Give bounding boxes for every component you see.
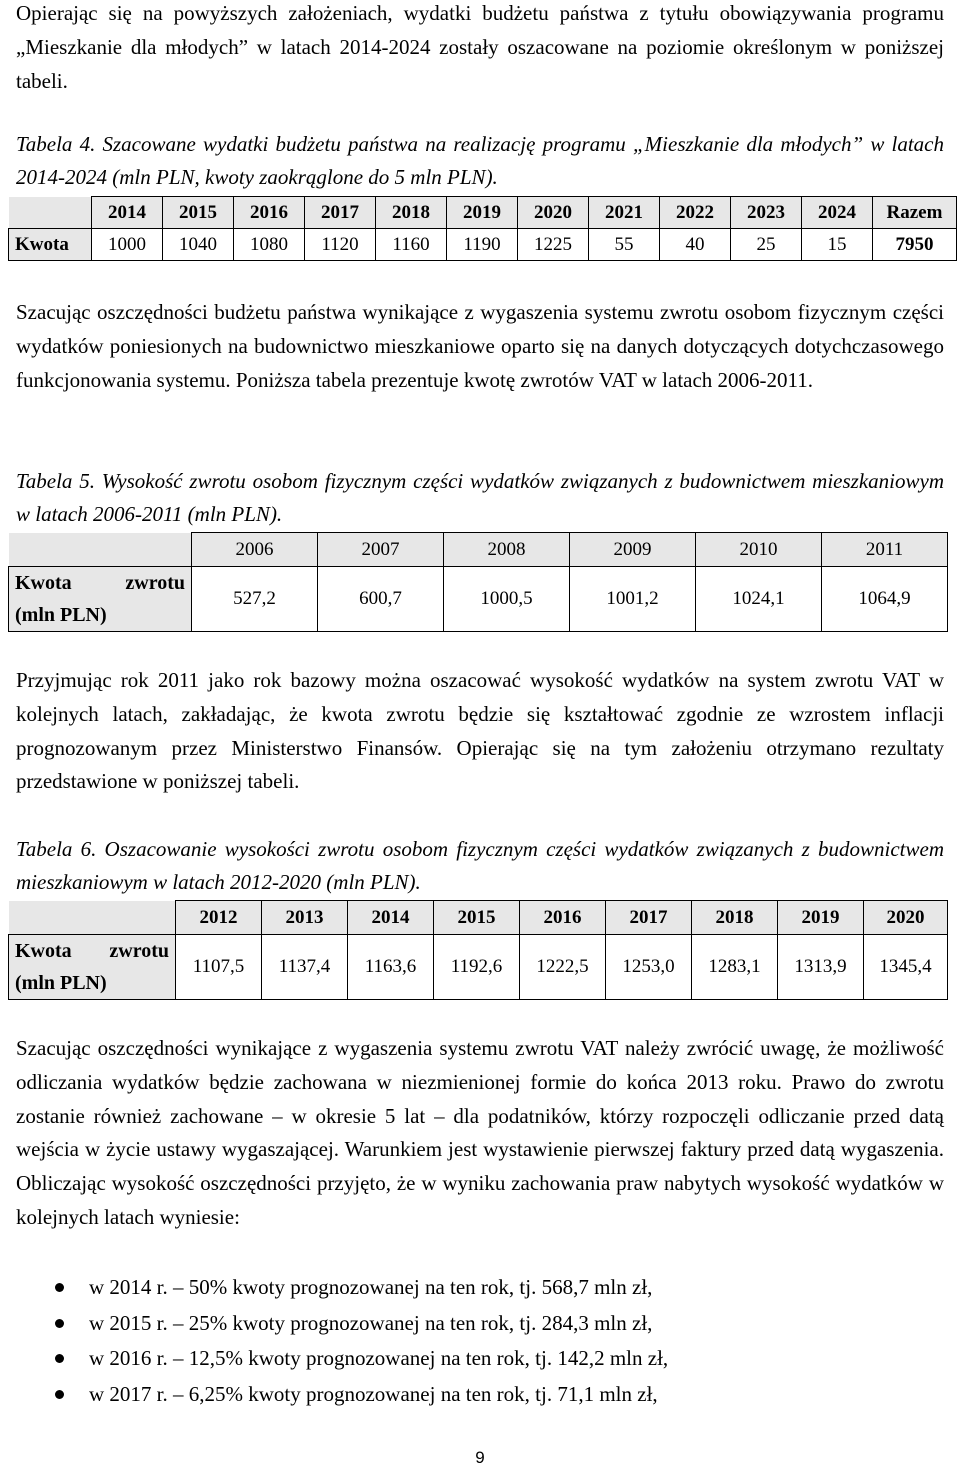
table6-value-cell: 1253,0 <box>606 935 692 1000</box>
table6-value-cell: 1163,6 <box>348 935 434 1000</box>
table6-header-cell: 2020 <box>864 901 948 935</box>
table5-header-cell: 2006 <box>192 533 318 567</box>
table4-header-cell: 2018 <box>376 197 447 229</box>
table4-header-cell: 2014 <box>92 197 163 229</box>
table5-row-label <box>9 567 192 632</box>
list-item <box>16 1377 668 1413</box>
table5-header-cell: 2009 <box>570 533 696 567</box>
table6-header-cell: 2019 <box>778 901 864 935</box>
table5-header-cell: 2011 <box>822 533 948 567</box>
table6-header-cell: 2014 <box>348 901 434 935</box>
table6-value-cell: 1313,9 <box>778 935 864 1000</box>
table4-value-cell: 15 <box>802 229 873 261</box>
table5-header-cell: 2007 <box>318 533 444 567</box>
list-item <box>16 1306 668 1342</box>
table6-row-label-line1: Kwota zwrotu <box>15 940 169 962</box>
table6-value-cell: 1192,6 <box>434 935 520 1000</box>
paragraph-intro: Opierając się na powyższych założeniach, wydatki budżetu państwa z tytułu obowiązywania programu „Mieszkanie dla młodych” w latach 2014-2024 zostały oszacowane na poziomie określonym w poniższej tabeli. <box>16 1 944 93</box>
table4-header-cell: 2024 <box>802 197 873 229</box>
table6-row-label-line2: (mln PLN) <box>15 972 107 994</box>
table6-header-cell: 2018 <box>692 901 778 935</box>
table5-value-cell: 527,2 <box>192 567 318 632</box>
table6-row-label <box>9 935 176 1000</box>
table5-row-label-line2: (mln PLN) <box>15 604 107 626</box>
list-item <box>16 1270 668 1306</box>
table4-value-cell: 1120 <box>305 229 376 261</box>
table4-header-cell: 2022 <box>660 197 731 229</box>
table4-value-cell: 25 <box>731 229 802 261</box>
bullet-dot-icon <box>55 1354 64 1363</box>
paragraph-base-year: Przyjmując rok 2011 jako rok bazowy można oszacować wysokość wydatków na system zwrotu VAT w kolejnych latach, zakładając, że kwota zwrotu będzie się kształtować zgodnie ze wzrostem inflacji prognozowanym przez Ministerstwo Finansów. Opierając się na tym założeniu otrzymano rezultaty przedstawione w poniższej tabeli. <box>16 668 944 794</box>
paragraph-acquired-rights: Szacując oszczędności wynikające z wygaszenia systemu zwrotu VAT należy zwrócić uwagę, że możliwość odliczania wydatków będzie zachowana w niezmienionej formie do końca 2013 roku. Prawo do zwrotu zostanie również zachowane – w okresie 5 lat – dla podatników, którzy rozpoczęli odliczanie przed datą wejścia w życie ustawy wygaszającej. Warunkiem jest wystawienie pierwszej faktury przed datą wygaszenia. Obliczając wysokość oszczędności przyjęto, że w wyniku zachowania praw nabytych wysokość wydatków w kolejnych latach wyniesie: <box>16 1036 944 1229</box>
table5-caption: Tabela 5. Wysokość zwrotu osobom fizycznym części wydatków związanych z budownictwem mieszkaniowym w latach 2006-2011 (mln PLN). <box>16 469 944 526</box>
table4-header-cell: 2015 <box>163 197 234 229</box>
table5-header-cell: 2008 <box>444 533 570 567</box>
table4-value-cell: 1225 <box>518 229 589 261</box>
bullet-dot-icon <box>55 1390 64 1399</box>
list-item-text: w 2017 r. – 6,25% kwoty prognozowanej na ten rok, tj. 71,1 mln zł, <box>89 1381 658 1406</box>
table4-header-cell: 2019 <box>447 197 518 229</box>
bullet-dot-icon <box>55 1283 64 1292</box>
table5-value-cell: 1024,1 <box>696 567 822 632</box>
table4-value-cell: 55 <box>589 229 660 261</box>
list-item-text: w 2015 r. – 25% kwoty prognozowanej na ten rok, tj. 284,3 mln zł, <box>89 1310 653 1335</box>
table6-header-cell: 2017 <box>606 901 692 935</box>
table6-caption: Tabela 6. Oszacowanie wysokości zwrotu osobom fizycznym części wydatków związanych z budownictwem mieszkaniowym w latach 2012-2020 (mln PLN). <box>16 837 944 894</box>
table6-corner <box>9 901 176 935</box>
table6-header-cell: 2016 <box>520 901 606 935</box>
table6-header-cell: 2012 <box>176 901 262 935</box>
table6-value-cell: 1222,5 <box>520 935 606 1000</box>
table4-total-cell: 7950 <box>873 229 957 261</box>
table4-row-label: Kwota <box>9 229 92 261</box>
table4-header-cell: 2016 <box>234 197 305 229</box>
table5-header-cell: 2010 <box>696 533 822 567</box>
table4-caption: Tabela 4. Szacowane wydatki budżetu państwa na realizację programu „Mieszkanie dla młodych” w latach 2014-2024 (mln PLN, kwoty zaokrąglone do 5 mln PLN). <box>16 132 944 189</box>
table4-header-cell: Razem <box>873 197 957 229</box>
table6-value-cell: 1107,5 <box>176 935 262 1000</box>
table6-header-cell: 2015 <box>434 901 520 935</box>
table4-header-cell: 2020 <box>518 197 589 229</box>
table4-value-cell: 1190 <box>447 229 518 261</box>
table4-header-cell: 2021 <box>589 197 660 229</box>
page-number: 9 <box>475 1448 485 1467</box>
table6-value-cell: 1137,4 <box>262 935 348 1000</box>
list-item-text: w 2016 r. – 12,5% kwoty prognozowanej na ten rok, tj. 142,2 mln zł, <box>89 1346 669 1370</box>
table5-corner <box>9 533 192 567</box>
table6-value-cell: 1345,4 <box>864 935 948 1000</box>
table5-row-label-line1: Kwota zwrotu <box>15 572 185 594</box>
table4-header-cell: 2017 <box>305 197 376 229</box>
table4-value-cell: 1080 <box>234 229 305 261</box>
list-item-text: w 2014 r. – 50% kwoty prognozowanej na ten rok, tj. 568,7 mln zł, <box>89 1275 653 1299</box>
table5-value-cell: 600,7 <box>318 567 444 632</box>
table6-header-cell: 2013 <box>262 901 348 935</box>
paragraph-vat-savings: Szacując oszczędności budżetu państwa wynikające z wygaszenia systemu zwrotu osobom fizycznym części wydatków poniesionych na budownictwo mieszkaniowe oparto się na danych dotyczących dotychczasowego funkcjonowania systemu. Poniższa tabela prezentuje kwotę zwrotów VAT w latach 2006-2011. <box>16 300 944 392</box>
table4-value-cell: 1040 <box>163 229 234 261</box>
list-item <box>16 1341 668 1377</box>
table6-value-cell: 1283,1 <box>692 935 778 1000</box>
table4-value-cell: 40 <box>660 229 731 261</box>
table4-corner <box>9 197 92 229</box>
bullet-dot-icon <box>55 1319 64 1328</box>
table4-value-cell: 1000 <box>92 229 163 261</box>
table6 <box>8 900 948 1000</box>
table4 <box>8 196 957 261</box>
table4-header-cell: 2023 <box>731 197 802 229</box>
table4-value-cell: 1160 <box>376 229 447 261</box>
table5 <box>8 532 948 632</box>
savings-bullet-list <box>16 1270 668 1412</box>
table5-value-cell: 1000,5 <box>444 567 570 632</box>
table5-value-cell: 1064,9 <box>822 567 948 632</box>
table5-value-cell: 1001,2 <box>570 567 696 632</box>
